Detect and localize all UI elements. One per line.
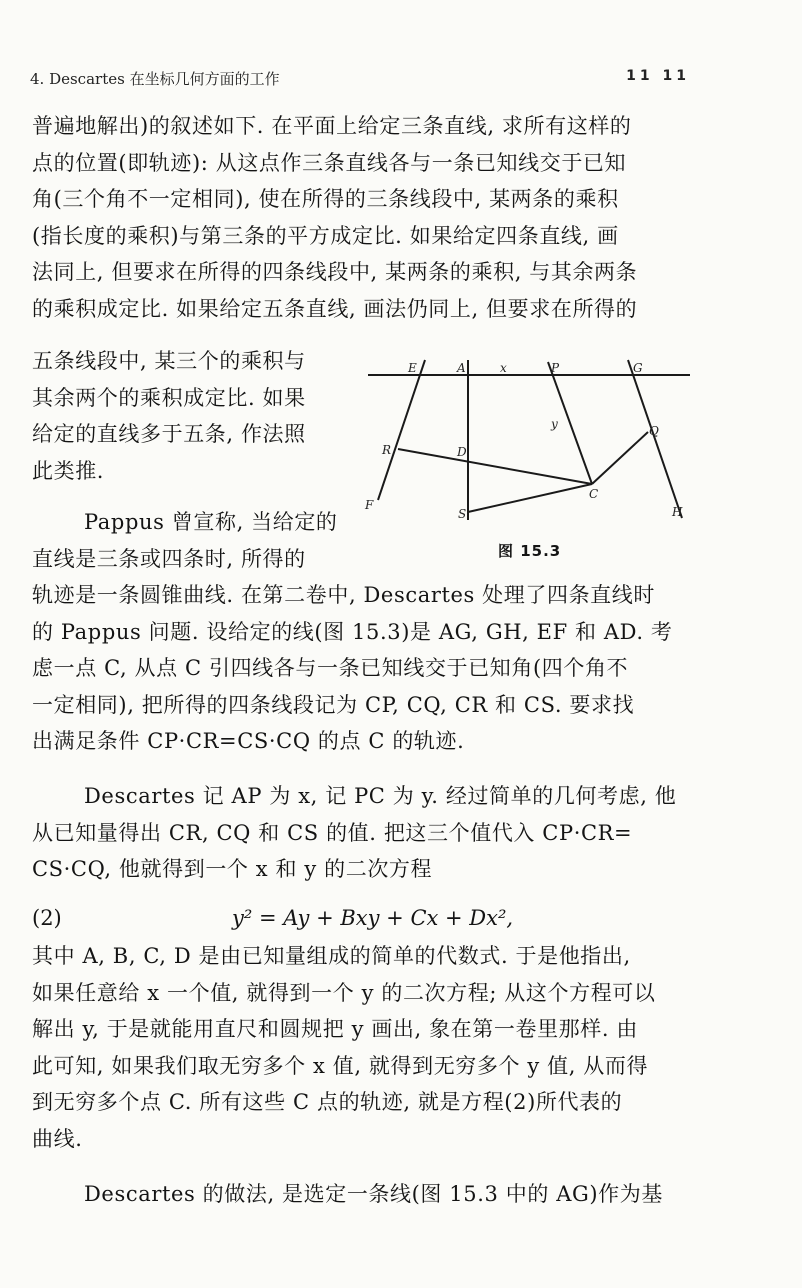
text-line: 到无穷多个点 C. 所有这些 C 点的轨迹, 就是方程(2)所代表的 xyxy=(32,1090,623,1114)
label-E: E xyxy=(408,361,417,375)
text-line: 轨迹是一条圆锥曲线. 在第二卷中, Descartes 处理了四条直线时 xyxy=(32,583,655,607)
text-line: 从已知量得出 CR, CQ 和 CS 的值. 把这三个值代入 CP·CR= xyxy=(32,820,633,845)
text-line: 给定的直线多于五条, 作法照 xyxy=(32,422,306,446)
label-H: H xyxy=(672,505,683,519)
label-x: x xyxy=(500,361,507,375)
text-line: CS·CQ, 他就得到一个 x 和 y 的二次方程 xyxy=(32,857,433,881)
running-header xyxy=(30,68,690,94)
paragraph-5 xyxy=(32,1176,698,1213)
text-line: 普遍地解出)的叙述如下. 在平面上给定三条直线, 求所有这样的 xyxy=(32,114,632,138)
segment-SC xyxy=(468,484,592,512)
text-line: 其中 A, B, C, D 是由已知量组成的简单的代数式. 于是他指出, xyxy=(32,944,631,968)
text-line: 此类推. xyxy=(32,458,105,483)
text-line: Descartes 记 AP 为 x, 记 PC 为 y. 经过简单的几何考虑, 他 xyxy=(84,784,677,808)
label-P: P xyxy=(551,361,560,375)
line-GH xyxy=(628,360,682,518)
text-line: 此可知, 如果我们取无穷多个 x 值, 就得到无穷多个 y 值, 从而得 xyxy=(32,1053,649,1078)
paragraph-3 xyxy=(32,778,698,888)
line-EF xyxy=(378,360,425,500)
paragraph-1-wrap xyxy=(32,343,352,489)
pappus-diagram xyxy=(360,352,700,532)
label-C: C xyxy=(589,487,599,501)
paragraph-2-wrap xyxy=(32,504,352,577)
text-line: 曲线. xyxy=(32,1126,83,1151)
text-line: 法同上, 但要求在所得的四条线段中, 某两条的乘积, 与其余两条 xyxy=(32,260,638,284)
text-line: (指长度的乘积)与第三条的平方成定比. 如果给定四条直线, 画 xyxy=(32,223,619,248)
segment-RC xyxy=(398,449,592,484)
equation-text: y² = Ay + Bxy + Cx + Dx², xyxy=(232,906,514,930)
text-line: 虑一点 C, 从点 C 引四线各与一条已知线交于已知角(四个角不 xyxy=(32,656,629,680)
segment-QC xyxy=(592,432,648,484)
label-Q: Q xyxy=(649,424,659,438)
paragraph-2 xyxy=(32,577,698,760)
section-title: 4. Descartes 在坐标几何方面的工作 xyxy=(30,70,280,88)
text-line: 解出 y, 于是就能用直尺和圆规把 y 画出, 象在第一卷里那样. 由 xyxy=(32,1017,639,1041)
figure-15-3 xyxy=(360,352,700,532)
label-D: D xyxy=(457,445,467,459)
text-line: 点的位置(即轨迹): 从这点作三条直线各与一条已知线交于已知 xyxy=(32,150,627,175)
label-F: F xyxy=(365,498,374,512)
label-A: A xyxy=(457,361,466,375)
text-line: 如果任意给 x 一个值, 就得到一个 y 的二次方程; 从这个方程可以 xyxy=(32,980,656,1005)
text-line: 的乘积成定比. 如果给定五条直线, 画法仍同上, 但要求在所得的 xyxy=(32,296,638,321)
text-line: 一定相同), 把所得的四条线段记为 CP, CQ, CR 和 CS. 要求找 xyxy=(32,692,635,717)
text-line: 五条线段中, 某三个的乘积与 xyxy=(32,349,306,373)
text-line: 直线是三条或四条时, 所得的 xyxy=(32,546,306,571)
text-line: 角(三个角不一定相同), 使在所得的三条线段中, 某两条的乘积 xyxy=(32,187,619,211)
label-G: G xyxy=(633,361,643,375)
paragraph-4 xyxy=(32,938,698,1157)
equation-2 xyxy=(32,900,698,936)
text-line: 其余两个的乘积成定比. 如果 xyxy=(32,385,306,410)
equation-number: (2) xyxy=(32,906,62,930)
page-number: 11 11 xyxy=(626,68,690,84)
label-R: R xyxy=(382,443,392,457)
label-S: S xyxy=(458,507,467,521)
label-y: y xyxy=(551,417,558,431)
figure-caption: 图 15.3 xyxy=(498,542,562,560)
text-line: Descartes 的做法, 是选定一条线(图 15.3 中的 AG)作为基 xyxy=(84,1182,663,1206)
paragraph-1 xyxy=(32,108,698,327)
text-line: 的 Pappus 问题. 设给定的线(图 15.3)是 AG, GH, EF 和 AD. 考 xyxy=(32,619,673,644)
text-line: 出满足条件 CP·CR=CS·CQ 的点 C 的轨迹. xyxy=(32,729,465,753)
text-line: Pappus 曾宣称, 当给定的 xyxy=(84,510,338,534)
